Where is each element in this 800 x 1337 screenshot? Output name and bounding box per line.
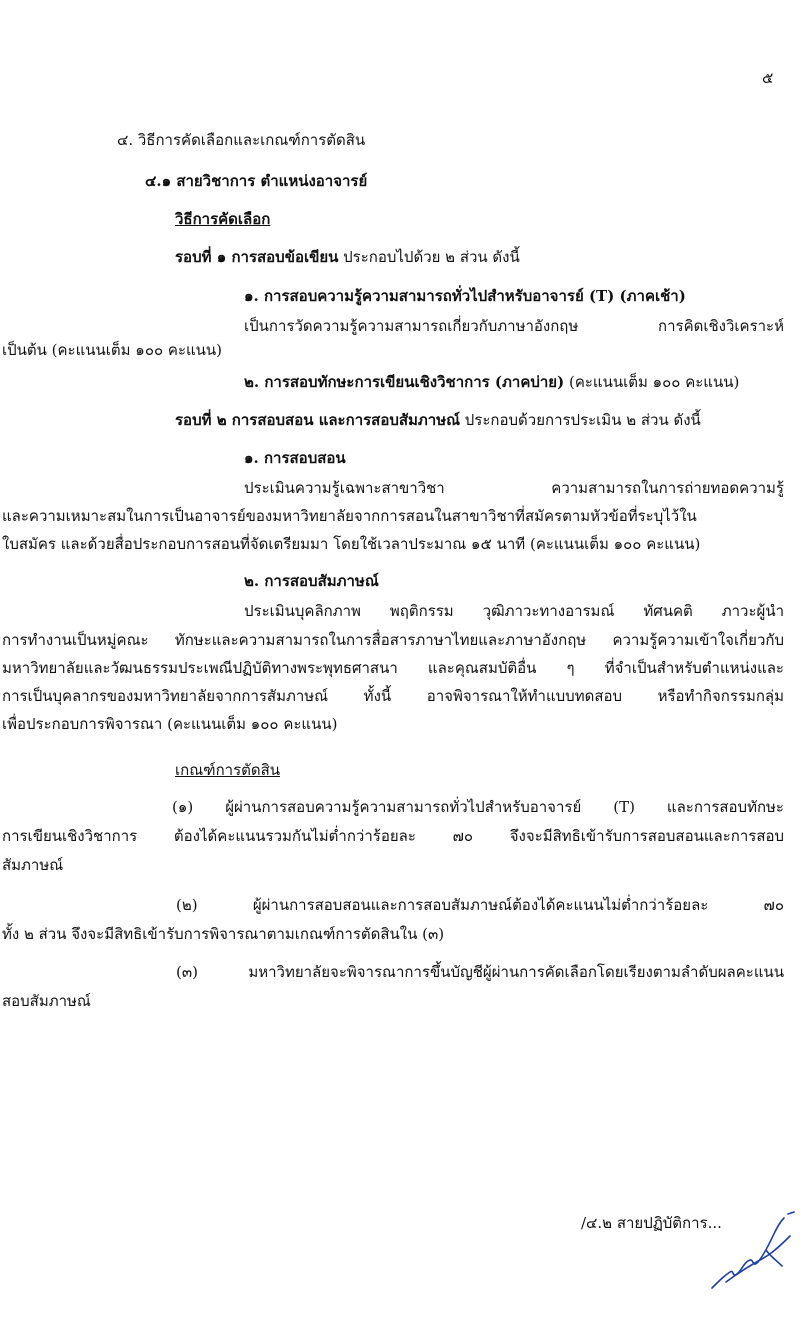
round2-item2-line: การเป็นบุคลากรของมหาวิทยาลัยจากการสัมภาษณ์ ทั้งนี้ อาจพิจารณาให้ทำแบบทดสอบ หรือทำกิจกรรมกลุ่ม [2, 687, 784, 705]
round2-item2-line: เพื่อประกอบการพิจารณา (คะแนนเต็ม ๑๐๐ คะแนน) [2, 715, 338, 733]
signature-icon [706, 1210, 798, 1300]
criteria-1-line: (๑) ผู้ผ่านการสอบความรู้ความสามารถทั่วไปสำหรับอาจารย์ (T) และการสอบทักษะ [172, 798, 784, 816]
round1-heading: รอบที่ ๑ การสอบข้อเขียน [175, 248, 339, 266]
round2-heading: รอบที่ ๒ การสอบสอน และการสอบสัมภาษณ์ [175, 411, 461, 429]
round1-item1-line: เป็นต้น (คะแนนเต็ม ๑๐๐ คะแนน) [2, 341, 223, 359]
round2-item1-title: ๑. การสอบสอน [244, 449, 346, 467]
signature-stroke [766, 1250, 782, 1266]
round2-item2-line: มหาวิทยาลัยและวัฒนธรรมประเพณีปฏิบัติทางพระพุทธศาสนา และคุณสมบัติอื่น ๆ ที่จำเป็นสำหรับตำแหน่งและ [2, 659, 784, 677]
signature-stroke [726, 1236, 790, 1282]
criteria-heading: เกณฑ์การตัดสิน [175, 761, 281, 779]
round2-item2-line: ประเมินบุคลิกภาพ พฤติกรรม วุฒิภาวะทางอารมณ์ ทัศนคติ ภาวะผู้นำ [244, 602, 784, 620]
round2-item1-line: และความเหมาะสมในการเป็นอาจารย์ของมหาวิทยาลัยจากการสอนในสาขาวิชาที่สมัครตามหัวข้อที่ระบุไว้ใน [2, 507, 697, 525]
signature-stroke [712, 1218, 784, 1288]
criteria-1-line: การเขียนเชิงวิชาการ ต้องได้คะแนนรวมกันไม่ต่ำกว่าร้อยละ ๗๐ จึงจะมีสิทธิเข้ารับการสอบสอนและการสอบ [2, 827, 784, 845]
selection-method-heading: วิธีการคัดเลือก [175, 210, 271, 228]
subsection-title: ๔.๑ สายวิชาการ ตำแหน่งอาจารย์ [145, 172, 368, 190]
round1-rest: ประกอบไปด้วย ๒ ส่วน ดังนี้ [338, 248, 520, 266]
round1-item1-title: ๑. การสอบความรู้ความสามารถทั่วไปสำหรับอาจารย์ (T) (ภาคเช้า) [244, 287, 686, 305]
round1-line [175, 247, 520, 267]
round1-item2-rest: (คะแนนเต็ม ๑๐๐ คะแนน) [564, 373, 740, 391]
criteria-2-line: (๒) ผู้ผ่านการสอบสอนและการสอบสัมภาษณ์ต้องได้คะแนนไม่ต่ำกว่าร้อยละ ๗๐ [176, 896, 784, 914]
round1-item1-line: เป็นการวัดความรู้ความสามารถเกี่ยวกับภาษาอังกฤษ การคิดเชิงวิเคราะห์ [244, 317, 784, 335]
criteria-2-line: ทั้ง ๒ ส่วน จึงจะมีสิทธิเข้ารับการพิจารณาตามเกณฑ์การตัดสินใน (๓) [2, 925, 445, 943]
round2-item2-line: การทำงานเป็นหมู่คณะ ทักษะและความสามารถในการสื่อสารภาษาไทยและภาษาอังกฤษ ความรู้ความเข้าใจเกี่ยวกับ [2, 631, 784, 649]
round1-item2-line [244, 372, 739, 392]
criteria-1-line: สัมภาษณ์ [2, 856, 64, 874]
round1-item2-title: ๒. การสอบทักษะการเขียนเชิงวิชาการ (ภาคบ่าย) [244, 373, 565, 391]
page-number: ๕ [762, 69, 774, 87]
section-title: ๔. วิธีการคัดเลือกและเกณฑ์การตัดสิน [117, 131, 366, 149]
continuation-note: /๔.๒ สายปฏิบัติการ... [581, 1214, 722, 1232]
round2-item1-line: ประเมินความรู้เฉพาะสาขาวิชา ความสามารถในการถ่ายทอดความรู้ [244, 479, 784, 497]
round2-item2-title: ๒. การสอบสัมภาษณ์ [244, 572, 379, 590]
round2-line [175, 410, 701, 430]
round2-rest: ประกอบด้วยการประเมิน ๒ ส่วน ดังนี้ [460, 411, 701, 429]
round2-item1-line: ใบสมัคร และด้วยสื่อประกอบการสอนที่จัดเตรียมมา โดยใช้เวลาประมาณ ๑๕ นาที (คะแนนเต็ม ๑๐๐ คะแนน) [2, 535, 701, 553]
criteria-3-line: สอบสัมภาษณ์ [2, 992, 91, 1010]
signature-stroke [788, 1212, 794, 1214]
criteria-3-line: (๓) มหาวิทยาลัยจะพิจารณาการขึ้นบัญชีผู้ผ่านการคัดเลือกโดยเรียงตามลำดับผลคะแนน [176, 963, 784, 981]
